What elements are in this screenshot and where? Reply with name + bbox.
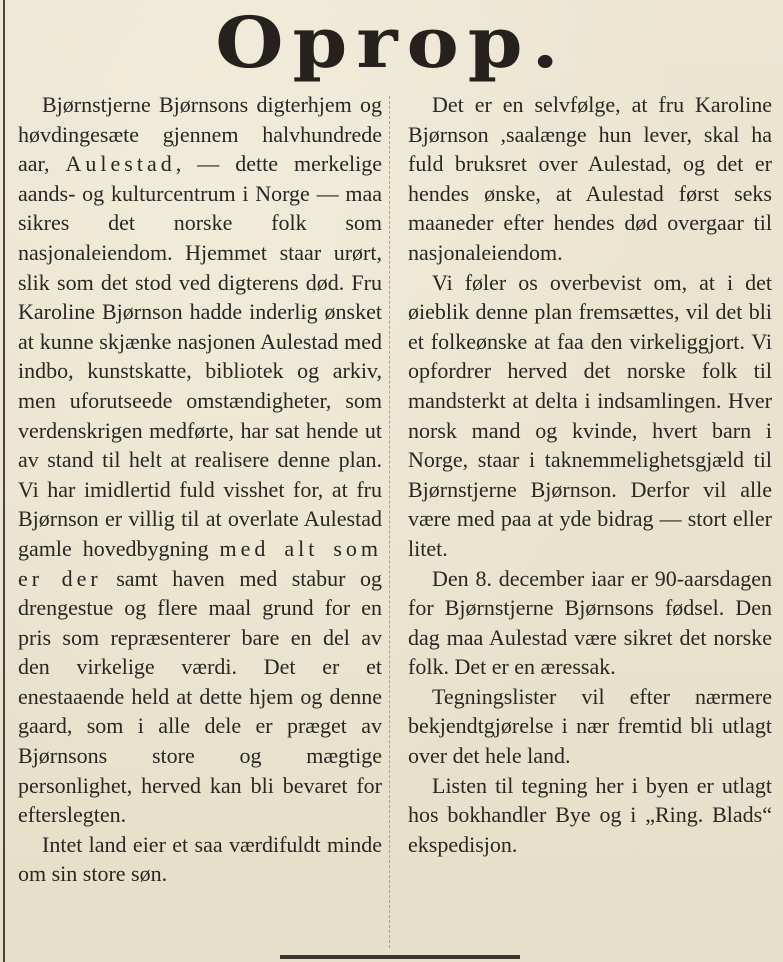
right-paragraph-4: Tegningslister vil efter nærmere bekjendtgjørelse i nær fremtid bli utlagt over det hele land. — [408, 683, 772, 769]
left-p1-aulestad-spaced: Aulestad — [65, 151, 176, 177]
left-p1-text-c: , — dette merkelige aands- og kulturcentrum i Norge — maa sikres det norske folk som nasjonaleiendom. Hjemmet staar urørt, slik som det stod ved digterens død. Fru Karoline Bjørnson hadde inderlig ønsket at kunne skjænke nasjonen Aulestad med indbo, kunstskatte, bibliotek og arkiv, men uforutseede omstændigheter, som verdenskrigen medførte, har sat hende ut av stand til helt at realisere denne plan. Vi har imidlertid fuld visshet for, at fru Bjørnson er villig til at overlate Aulestad gamle hovedbygning — [18, 151, 382, 561]
right-paragraph-1: Det er en selvfølge, at fru Karoline Bjørnson ,saalænge hun lever, skal ha fuld bruksret over Aulestad, og det er hendes ønske, at Aulestad først seks maaneder efter hendes død overgaar til nasjonaleiendom. — [408, 92, 772, 265]
left-border-rule — [3, 0, 5, 962]
right-column — [408, 90, 772, 859]
bottom-rule — [280, 955, 520, 959]
left-paragraph-1 — [18, 90, 382, 830]
headline: Oprop. — [215, 1, 568, 84]
left-p1-text-e: samt haven med stabur og drengestue og flere maal grund for en pris som repræsenterer bare en del av den virkelige værdi. Det er et enestaaende held at dette hjem og denne gaard, som i alle dele er præget av Bjørnsons store og mægtige personlighet, herved kan bli bevaret for efterslegten. — [18, 565, 382, 828]
column-divider — [389, 96, 391, 948]
left-p1-text-a: Bjørnstjerne Bjørnsons digterhjem og høvdingesæte gjennem halvhundrede aar, — [18, 92, 382, 177]
right-paragraph-3: Den 8. december iaar er 90-aarsdagen for Bjørnstjerne Bjørnsons fødsel. Den dag maa Aulestad være sikret det norske folk. Det er en æressak. — [408, 565, 772, 680]
right-paragraph-2: Vi føler os overbevist om, at i det øieblik denne plan fremsættes, vil det bli et folkeønske at faa den virkeliggjort. Vi opfordrer herved det norske folk til mandsterkt at delta i indsamlingen. Hver norsk mand og kvinde, hvert barn i Norge, staar i taknemmelighetsgjæld til Bjørnstjerne Bjørnson. Derfor vil alle være med paa at yde bidrag — stort eller litet. — [408, 269, 772, 561]
right-paragraph-5: Listen til tegning her i byen er utlagt hos bokhandler Bye og i „Ring. Blads“ ekspedisjon. — [408, 772, 772, 857]
left-column — [18, 90, 382, 889]
left-p1-spaced-phrase: med alt som er der — [18, 535, 382, 591]
left-paragraph-2: Intet land eier et saa værdifuldt minde om sin store søn. — [18, 831, 382, 887]
